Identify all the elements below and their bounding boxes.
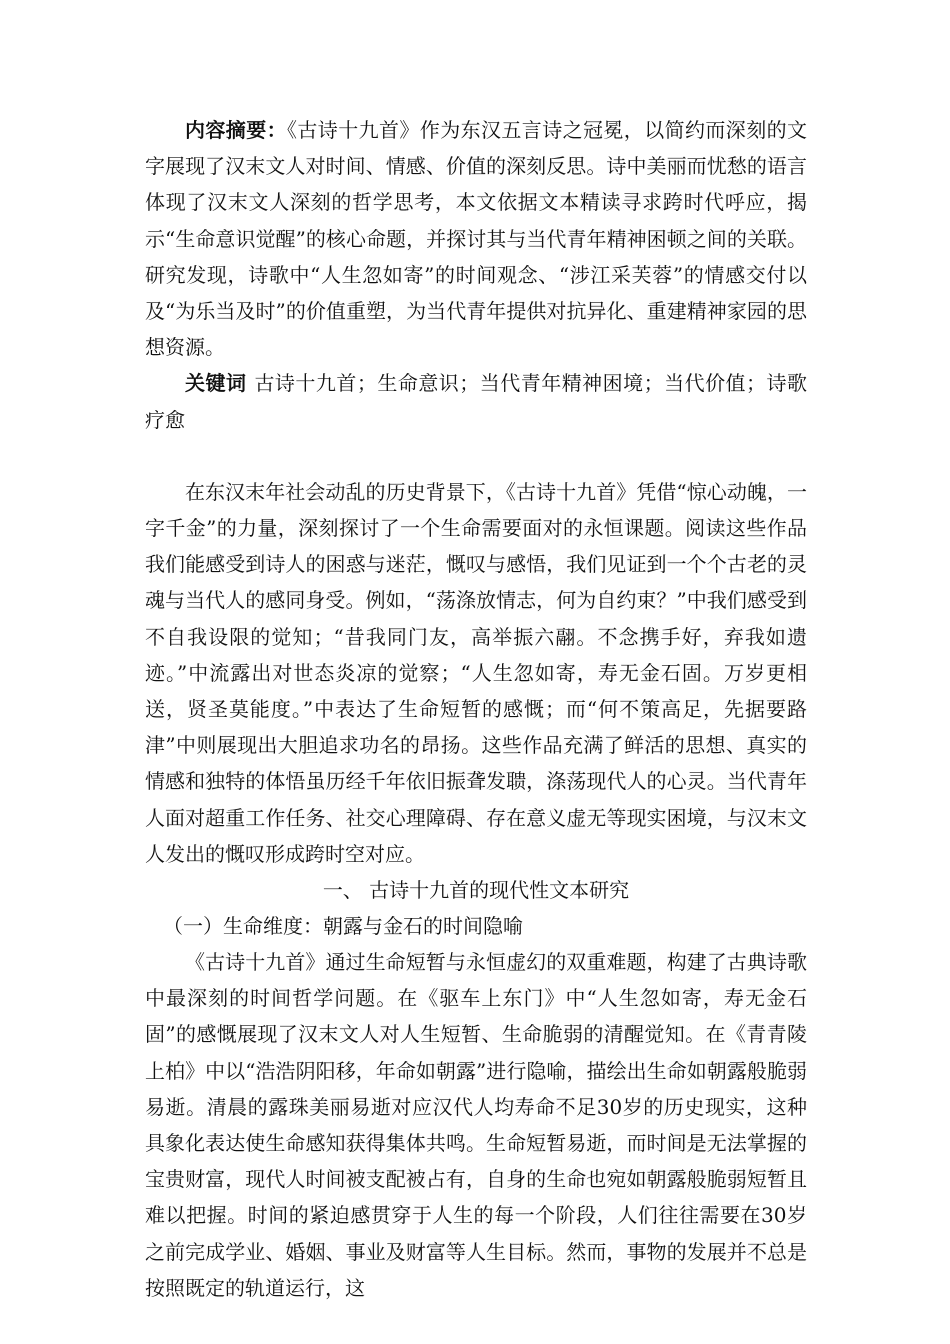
spacer — [145, 438, 807, 474]
abstract-text: 《古诗十九首》作为东汉五言诗之冠冕，以简约而深刻的文字展现了汉末文人对时间、情感、价值的深刻反思。诗中美丽而忧愁的语言体现了汉末文人深刻的哲学思考，本文依据文本精读寻求跨时代呼应，揭示“生命意识觉醒”的核心命题，并探讨其与当代青年精神困顿之间的关联。研究发现，诗歌中“人生忽如寄”的时间观念、“涉江采芙蓉”的情感交付以及“为乐当及时”的价值重塑，为当代青年提供对抗异化、重建精神家园的思想资源。 — [145, 118, 807, 360]
section-heading: 一、 古诗十九首的现代性文本研究 — [322, 878, 630, 903]
subsection-heading: （一）生命维度：朝露与金石的时间隐喻 — [163, 914, 523, 939]
abstract-paragraph — [145, 112, 807, 365]
keywords-text: 古诗十九首；生命意识；当代青年精神困境；当代价值；诗歌疗愈 — [145, 371, 808, 432]
text-column — [145, 112, 807, 1306]
keywords-label: 关键词 — [185, 371, 247, 396]
abstract-label: 内容摘要： — [185, 118, 287, 142]
body-paragraph: 《古诗十九首》通过生命短暂与永恒虚幻的双重难题，构建了古典诗歌中最深刻的时间哲学问题。在《驱车上东门》中“人生忽如寄，寿无金石固”的感慨展现了汉末文人对人生短暂、生命脆弱的清醒觉知。在《青青陵上柏》中以“浩浩阴阳移，年命如朝露”进行隐喻，描绘出生命如朝露般脆弱易逝。清晨的露珠美丽易逝对应汉代人均寿命不足30岁的历史现实，这种具象化表达使生命感知获得集体共鸣。生命短暂易逝，而时间是无法掌握的宝贵财富，现代人时间被支配被占有，自身的生命也宛如朝露般脆弱短暂且难以把握。时间的紧迫感贯穿于人生的每一个阶段，人们往往需要在30岁之前完成学业、婚姻、事业及财富等人生目标。然而，事物的发展并不总是按照既定的轨道运行，这 — [145, 950, 807, 1300]
intro-paragraph: 在东汉末年社会动乱的历史背景下，《古诗十九首》凭借“惊心动魄，一字千金”的力量，深刻探讨了一个生命需要面对的永恒课题。阅读这些作品我们能感受到诗人的困惑与迷茫，慨叹与感悟，我们见证到一个个古老的灵魂与当代人的感同身受。例如，“荡涤放情志，何为自约束？”中我们感受到不自我设限的觉知；“昔我同门友，高举振六翮。不念携手好，弃我如遗迹。”中流露出对世态炎凉的觉察；“人生忽如寄，寿无金石固。万岁更相送，贤圣莫能度。”中表达了生命短暂的感慨；而“何不策高足，先据要路津”中则展现出大胆追求功名的昂扬。这些作品充满了鲜活的思想、真实的情感和独特的体悟虽历经千年依旧振聋发聩，涤荡现代人的心灵。当代青年人面对超重工作任务、社交心理障碍、存在意义虚无等现实困境，与汉末文人发出的慨叹形成跨时空对应。 — [145, 479, 807, 866]
keywords-line — [145, 365, 807, 437]
